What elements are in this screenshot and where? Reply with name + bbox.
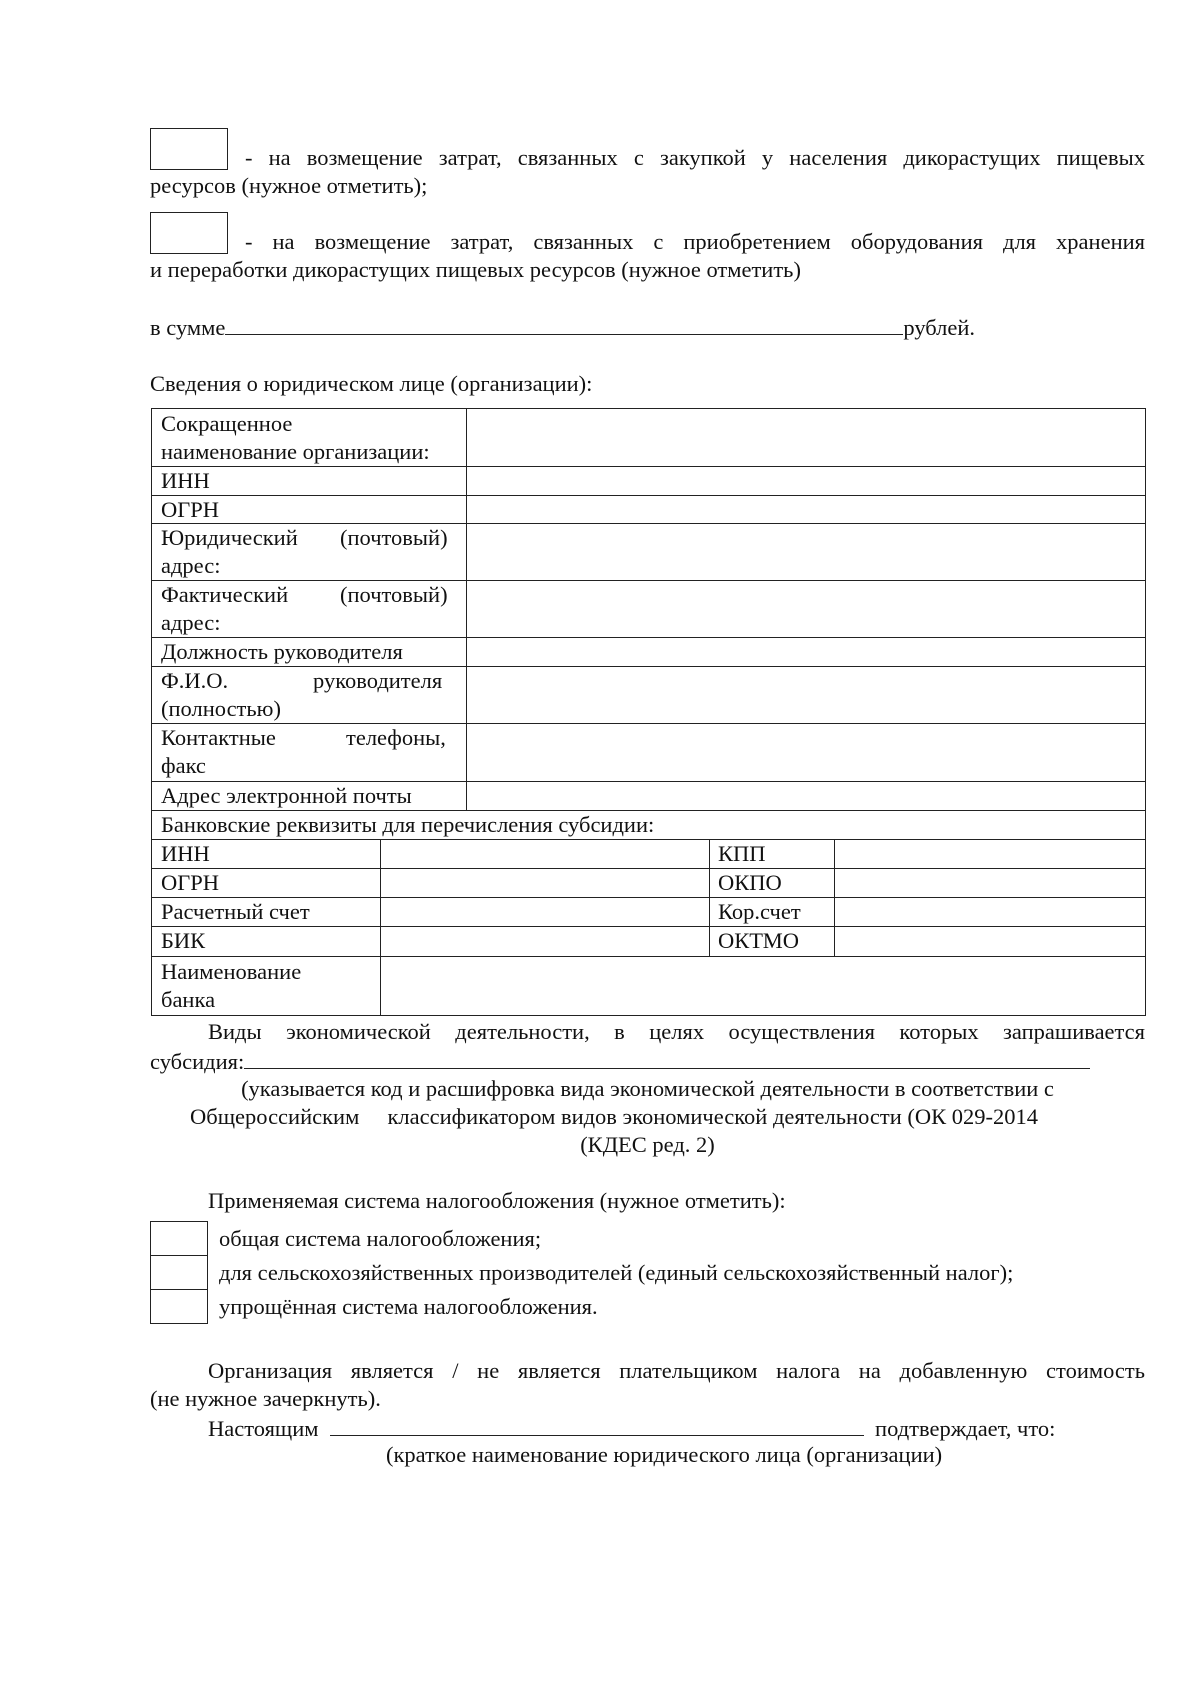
- bank-name-value[interactable]: [382, 958, 1144, 1014]
- row-short-name-line1: Сокращенное: [161, 411, 293, 436]
- head-name-value[interactable]: [468, 668, 1144, 722]
- bank-kpp-value[interactable]: [836, 841, 1144, 867]
- tax-title: Применяемая система налогообложения (нужное отметить):: [208, 1188, 786, 1213]
- amount-line: [150, 312, 975, 342]
- bank-row-bik: БИК: [161, 928, 206, 953]
- row-head-position: Должность руководителя: [161, 639, 403, 664]
- amount-prefix: в сумме: [150, 315, 226, 340]
- row-head-name-a: Ф.И.О.: [161, 668, 229, 693]
- email-value[interactable]: [468, 783, 1144, 809]
- actual-address-value[interactable]: [468, 582, 1144, 636]
- org-section-title: Сведения о юридическом лице (организации):: [150, 371, 593, 396]
- ogrn-value[interactable]: [468, 497, 1144, 522]
- bank-row-corr-account: Кор.счет: [718, 899, 801, 924]
- activity-prefix: субсидия:: [150, 1049, 245, 1074]
- tax-checkbox-simplified[interactable]: [150, 1289, 208, 1324]
- row-head-name-line2: (полностью): [161, 696, 281, 721]
- amount-field[interactable]: [225, 312, 903, 335]
- row-contacts-line2: факс: [161, 753, 206, 778]
- row-contacts-b: телефоны,: [346, 725, 446, 750]
- bank-name-line2: банка: [161, 987, 216, 1012]
- purpose-option-1-line2: ресурсов (нужное отметить);: [150, 173, 428, 198]
- row-email: Адрес электронной почты: [161, 783, 412, 808]
- bank-okpo-value[interactable]: [836, 870, 1144, 896]
- tax-option-simplified: упрощённая система налогообложения.: [219, 1294, 598, 1319]
- bank-account-value[interactable]: [382, 899, 708, 925]
- bank-bik-value[interactable]: [382, 928, 708, 955]
- short-name-value[interactable]: [468, 410, 1144, 465]
- bank-details-header: Банковские реквизиты для перечисления субсидии:: [161, 812, 655, 837]
- amount-suffix: рублей.: [903, 315, 976, 340]
- purpose-checkbox-2[interactable]: [150, 212, 228, 254]
- vat-line2: (не нужное зачеркнуть).: [150, 1386, 381, 1411]
- row-actual-address-line2: адрес:: [161, 610, 221, 635]
- purpose-option-1-line1: - на возмещение затрат, связанных с закупкой у населения дикорастущих пищевых: [245, 145, 1145, 170]
- confirm-caption: (краткое наименование юридического лица (организации): [386, 1442, 943, 1467]
- row-contacts-a: Контактные: [161, 725, 276, 750]
- row-actual-address-b: (почтовый): [340, 582, 448, 607]
- row-actual-address-a: Фактический: [161, 582, 289, 607]
- contacts-value[interactable]: [468, 725, 1144, 780]
- row-short-name-line2: наименование организации:: [161, 439, 430, 464]
- activity-note-line3: (КДЕС ред. 2): [580, 1132, 715, 1157]
- bank-corr-account-value[interactable]: [836, 899, 1144, 925]
- bank-row-kpp: КПП: [718, 841, 766, 866]
- purpose-checkbox-1[interactable]: [150, 128, 228, 170]
- confirm-org-field[interactable]: [330, 1413, 864, 1436]
- activity-line1: Виды экономической деятельности, в целях осуществления которых запрашивается: [208, 1019, 1145, 1044]
- activity-note-line2: Общероссийским классификатором видов экономической деятельности (ОК 029-2014: [190, 1104, 1038, 1129]
- tax-checkbox-agricultural[interactable]: [150, 1255, 208, 1290]
- row-inn: ИНН: [161, 468, 210, 493]
- tax-option-general: общая система налогообложения;: [219, 1226, 542, 1251]
- confirm-line: [208, 1413, 1055, 1443]
- inn-value[interactable]: [468, 468, 1144, 494]
- head-position-value[interactable]: [468, 639, 1144, 665]
- bank-row-inn: ИНН: [161, 841, 210, 866]
- bank-row-account: Расчетный счет: [161, 899, 310, 924]
- activity-note-line1: (указывается код и расшифровка вида экономической деятельности в соответствии с: [241, 1076, 1054, 1101]
- activity-field[interactable]: [244, 1046, 1090, 1069]
- confirm-suffix: подтверждает, что:: [875, 1416, 1056, 1441]
- purpose-option-2-line1: - на возмещение затрат, связанных с приобретением оборудования для хранения: [245, 229, 1145, 254]
- bank-row-oktmo: ОКТМО: [718, 928, 799, 953]
- bank-name-line1: Наименование: [161, 959, 302, 984]
- bank-oktmo-value[interactable]: [836, 928, 1144, 955]
- bank-row-ogrn: ОГРН: [161, 870, 220, 895]
- confirm-prefix: Настоящим: [208, 1416, 319, 1441]
- tax-option-agricultural: для сельскохозяйственных производителей (единый сельскохозяйственный налог);: [219, 1260, 1014, 1285]
- bank-ogrn-value[interactable]: [382, 870, 708, 896]
- row-legal-address-a: Юридический: [161, 525, 298, 550]
- activity-line2: [150, 1046, 1090, 1076]
- vat-line1: Организация является / не является плательщиком налога на добавленную стоимость: [208, 1358, 1145, 1383]
- bank-row-okpo: ОКПО: [718, 870, 782, 895]
- row-head-name-b: руководителя: [313, 668, 443, 693]
- purpose-option-2-line2: и переработки дикорастущих пищевых ресурсов (нужное отметить): [150, 257, 801, 282]
- bank-inn-value[interactable]: [382, 841, 708, 867]
- tax-checkbox-general[interactable]: [150, 1221, 208, 1256]
- row-legal-address-line2: адрес:: [161, 553, 221, 578]
- row-legal-address-b: (почтовый): [340, 525, 448, 550]
- legal-address-value[interactable]: [468, 525, 1144, 579]
- row-ogrn: ОГРН: [161, 497, 220, 522]
